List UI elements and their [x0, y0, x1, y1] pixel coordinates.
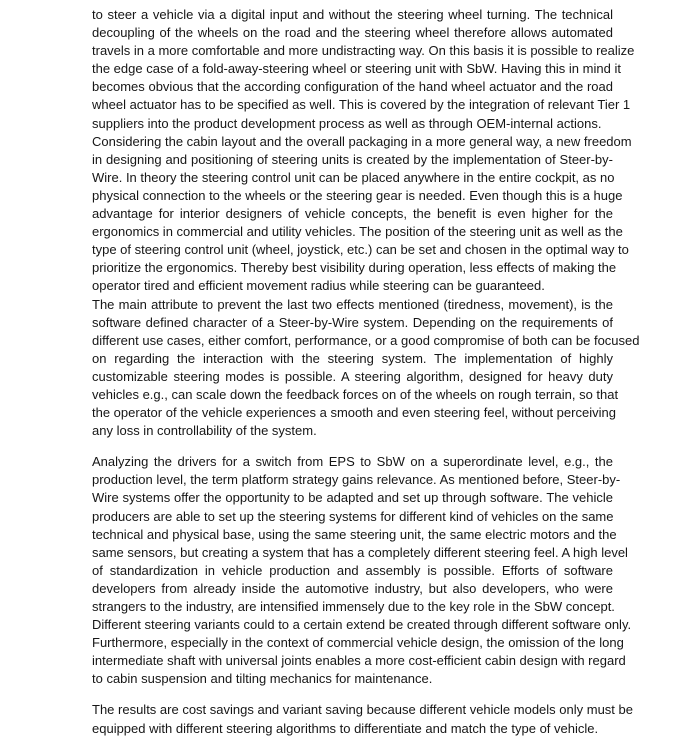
text-line: producers are able to set up the steering systems for different kind of vehicles on the same: [92, 508, 614, 524]
text-line: Analyzing the drivers for a switch from EPS to SbW on a superordinate level, e.g., the: [92, 454, 613, 470]
text-line: Furthermore, especially in the context of commercial vehicle design, the omission of the long: [92, 635, 624, 651]
text-line: type of steering control unit (wheel, joystick, etc.) can be set and chosen in the optimal way to: [92, 242, 629, 258]
text-line: operator tired and efficient movement radius while steering can be guaranteed.: [92, 278, 545, 294]
text-line: physical connection to the wheels or the steering gear is needed. Even though this is a huge: [92, 187, 623, 203]
text-line: the edge case of a fold-away-steering wheel or steering unit with SbW. Having this in mind it: [92, 61, 621, 77]
body-paragraph: [92, 133, 632, 296]
body-paragraph: [92, 453, 632, 688]
text-line: ergonomics in commercial and utility vehicles. The position of the steering unit as well as the: [92, 224, 623, 240]
text-line: decoupling of the wheels on the road and the steering wheel therefore allows automated: [92, 25, 613, 41]
text-line: advantage for interior designers of vehicle concepts, the benefit is even higher for the: [92, 206, 613, 222]
text-line: travels in a more comfortable and more undistracting way. On this basis it is possible to realize: [92, 43, 635, 59]
text-line: Different steering variants could to a certain extend be created through different software only.: [92, 617, 632, 633]
text-line: wheel actuator has to be specified as well. This is covered by the integration of relevant Tier 1: [92, 97, 631, 113]
text-line: The results are cost savings and variant saving because different vehicle models only must be: [92, 702, 633, 718]
text-line: Wire. In theory the steering control unit can be placed anywhere in the entire cockpit, as no: [92, 169, 615, 185]
text-line: any loss in controllability of the system.: [92, 423, 317, 439]
text-line: prioritize the ergonomics. Thereby best visibility during operation, less effects of making the: [92, 260, 617, 276]
text-line: different use cases, either comfort, performance, or a good compromise of both can be focused: [92, 332, 640, 348]
text-line: becomes obvious that the according configuration of the hand wheel actuator and the road: [92, 79, 613, 95]
text-line: the operator of the vehicle experiences a smooth and even steering feel, without perceiving: [92, 405, 616, 421]
text-line: Wire systems offer the opportunity to be adapted and set up through software. The vehicle: [92, 490, 613, 506]
text-line: vehicles e.g., can scale down the feedback forces on of the wheels on rough terrain, so that: [92, 386, 619, 402]
text-line: to cabin suspension and tilting mechanics for maintenance.: [92, 671, 433, 687]
body-paragraph: [92, 701, 633, 737]
text-line: in designing and positioning of steering units is created by the implementation of Steer-by-: [92, 151, 613, 167]
text-line: software defined character of a Steer-by-Wire system. Depending on the requirements of: [92, 314, 613, 330]
text-line: suppliers into the product development process as well as through OEM-internal actions.: [92, 115, 602, 131]
text-line: intermediate shaft with universal joints enables a more cost-efficient cabin design with regard: [92, 653, 626, 669]
text-line: to steer a vehicle via a digital input and without the steering wheel turning. The technical: [92, 7, 613, 22]
text-line: same sensors, but creating a system that has a completely different steering feel. A high level: [92, 544, 628, 560]
text-line: on regarding the interaction with the steering system. The implementation of highly: [92, 350, 613, 366]
text-line: equipped with different steering algorithms to differentiate and match the type of vehicle.: [92, 720, 599, 736]
text-line: The main attribute to prevent the last two effects mentioned (tiredness, movement), is the: [92, 296, 613, 312]
text-line: of standardization in vehicle production and assembly is possible. Efforts of software: [92, 562, 613, 578]
text-line: strangers to the industry, are intensified immensely due to the key role in the SbW concept.: [92, 599, 615, 614]
text-line: production level, the term platform strategy gains relevance. As mentioned before, Steer-by-: [92, 472, 621, 488]
text-line: Considering the cabin layout and the overall packaging in a more general way, a new freedom: [92, 133, 632, 149]
body-paragraph: [92, 6, 635, 133]
text-line: technical and physical base, using the same steering unit, the same electric motors and the: [92, 526, 617, 542]
text-line: developers from already inside the automotive industry, but also developers, who were: [92, 580, 613, 596]
document-page: [92, 6, 640, 738]
text-line: customizable steering modes is possible. A steering algorithm, designed for heavy duty: [92, 368, 613, 384]
body-paragraph: [92, 296, 640, 441]
